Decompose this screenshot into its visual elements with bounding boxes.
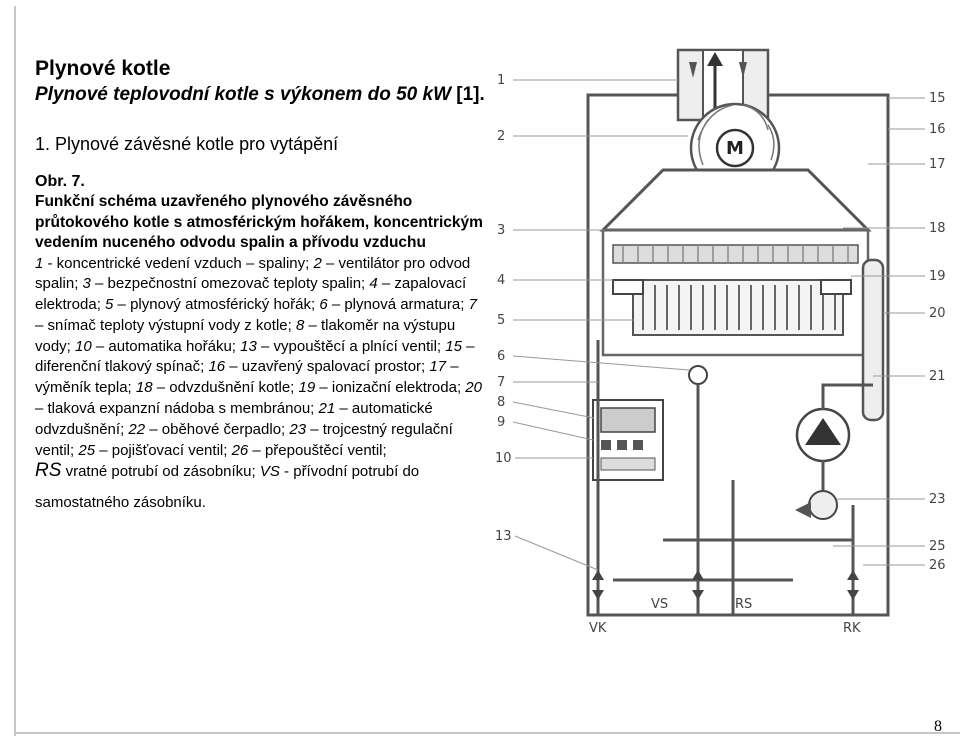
burner-control-box bbox=[593, 400, 663, 480]
legend-ending bbox=[35, 461, 485, 514]
callout-9: 9 bbox=[497, 415, 506, 430]
legend-text: – automatika hořáku; bbox=[91, 337, 241, 355]
legend-text: – diferenční tlakový spínač; bbox=[35, 337, 475, 376]
subtitle-reference: [1]. bbox=[456, 84, 485, 105]
gas-burner bbox=[613, 280, 851, 335]
legend-number: 7 bbox=[468, 296, 477, 314]
left-callouts bbox=[495, 73, 512, 544]
rs-abbreviation: RS bbox=[35, 460, 62, 482]
slide-title: Plynové kotle bbox=[35, 57, 171, 80]
legend-text: - koncentrické vedení vzduch – spaliny; bbox=[43, 254, 314, 272]
slide-left-rule bbox=[14, 6, 16, 736]
legend-text: – oběhové čerpadlo; bbox=[145, 420, 290, 438]
heat-exchanger bbox=[613, 245, 858, 263]
right-callouts bbox=[929, 91, 946, 573]
subtitle-text: Plynové teplovodní kotle s výkonem do 50 kW bbox=[35, 84, 451, 105]
legend-text: – tlaková expanzní nádoba s membránou; bbox=[35, 400, 319, 418]
legend-number: 22 bbox=[128, 420, 146, 438]
legend-number: 25 bbox=[78, 441, 96, 459]
gas-valve bbox=[689, 366, 707, 384]
section-heading: 1. Plynové závěsné kotle pro vytápění bbox=[35, 134, 339, 154]
callout-3: 3 bbox=[497, 223, 506, 238]
callout-4: 4 bbox=[497, 273, 506, 288]
legend-text: – trojcestný regulační ventil; bbox=[35, 420, 453, 459]
legend-number: 17 bbox=[429, 358, 447, 376]
legend-text: – pojišťovací ventil; bbox=[95, 441, 232, 459]
legend-text: – vypouštěcí a plnící ventil; bbox=[256, 337, 446, 355]
callout-18: 18 bbox=[929, 221, 946, 236]
legend-number: 13 bbox=[240, 337, 257, 355]
legend-text: – uzavřený spalovací prostor; bbox=[225, 358, 430, 376]
page-number: 8 bbox=[934, 718, 942, 735]
legend-number: 23 bbox=[289, 420, 307, 438]
callout-26: 26 bbox=[929, 558, 946, 573]
callout-8: 8 bbox=[497, 395, 506, 410]
callout-7: 7 bbox=[497, 375, 506, 390]
callout-19: 19 bbox=[929, 269, 946, 284]
callout-21: 21 bbox=[929, 369, 946, 384]
callout-23: 23 bbox=[929, 492, 946, 507]
legend-text: – výměník tepla; bbox=[35, 358, 459, 397]
label-vs: VS bbox=[651, 597, 669, 612]
legend-text: – tlakoměr na výstupu vody; bbox=[35, 316, 456, 355]
label-rs: RS bbox=[735, 597, 753, 612]
flue-hood bbox=[603, 170, 868, 230]
fan-motor-label: M bbox=[726, 138, 744, 159]
vs-description: - přívodní potrubí do bbox=[279, 463, 420, 481]
legend-number: 10 bbox=[75, 337, 92, 355]
callout-25: 25 bbox=[929, 539, 946, 554]
legend-text: – odvzdušnění kotle; bbox=[152, 379, 299, 397]
legend-text: – plynový atmosférický hořák; bbox=[113, 296, 320, 314]
bottom-valves bbox=[592, 570, 859, 600]
legend-number: 18 bbox=[135, 379, 153, 397]
callout-17: 17 bbox=[929, 157, 946, 172]
three-way-valve bbox=[795, 491, 837, 519]
callout-13: 13 bbox=[495, 529, 512, 544]
legend-number: 19 bbox=[298, 379, 316, 397]
boiler-schematic bbox=[493, 40, 960, 640]
legend-text: – bezpečnostní omezovač teploty spalin; bbox=[90, 275, 370, 293]
legend-number: 20 bbox=[465, 379, 482, 397]
legend-number: 26 bbox=[231, 441, 249, 459]
callout-2: 2 bbox=[497, 129, 506, 144]
legend-text: – zapalovací elektroda; bbox=[35, 275, 467, 314]
label-vk: VK bbox=[589, 621, 607, 636]
figure-label: Obr. 7. bbox=[35, 173, 85, 190]
legend-number: 1 bbox=[35, 254, 44, 272]
callout-15: 15 bbox=[929, 91, 946, 106]
callout-10: 10 bbox=[495, 451, 512, 466]
slide-subtitle bbox=[35, 82, 485, 108]
label-rk: RK bbox=[843, 621, 861, 636]
legend-number: 5 bbox=[105, 296, 114, 314]
figure-legend bbox=[35, 254, 485, 462]
legend-text: – snímač teploty výstupní vody z kotle; bbox=[35, 316, 296, 334]
legend-number: 3 bbox=[82, 275, 91, 293]
legend-text: – automatické odvzdušnění; bbox=[35, 400, 433, 438]
callout-1: 1 bbox=[497, 73, 506, 88]
callout-16: 16 bbox=[929, 122, 946, 137]
legend-last-line: samostatného zásobníku. bbox=[35, 494, 206, 512]
legend-number: 8 bbox=[295, 316, 305, 334]
legend-number: 2 bbox=[313, 254, 322, 272]
text-column bbox=[35, 56, 485, 514]
legend-text: – přepouštěcí ventil; bbox=[248, 441, 387, 459]
expansion-vessel bbox=[863, 260, 883, 420]
slide-bottom-rule bbox=[14, 732, 960, 734]
legend-number: 4 bbox=[369, 275, 378, 293]
legend-number: 15 bbox=[445, 337, 462, 355]
legend-number: 16 bbox=[208, 358, 226, 376]
legend-text: – plynová armatura; bbox=[327, 296, 469, 314]
figure-title: Funkční schéma uzavřeného plynového závěsného průtokového kotle s atmosférickým hořákem, koncentrickým vedením nuceného odvodu spalin a přívodu vzduchu bbox=[35, 193, 483, 251]
callout-6: 6 bbox=[497, 349, 506, 364]
callout-5: 5 bbox=[497, 313, 506, 328]
legend-text: – ionizační elektroda; bbox=[315, 379, 466, 397]
legend-number: 21 bbox=[318, 400, 336, 418]
legend-text: – ventilátor pro odvod spalin; bbox=[35, 254, 471, 293]
circulation-pump bbox=[797, 409, 849, 461]
vs-abbreviation: VS bbox=[259, 463, 280, 481]
legend-number: 6 bbox=[319, 296, 328, 314]
rs-description: vratné potrubí od zásobníku; bbox=[61, 463, 260, 481]
callout-20: 20 bbox=[929, 306, 946, 321]
